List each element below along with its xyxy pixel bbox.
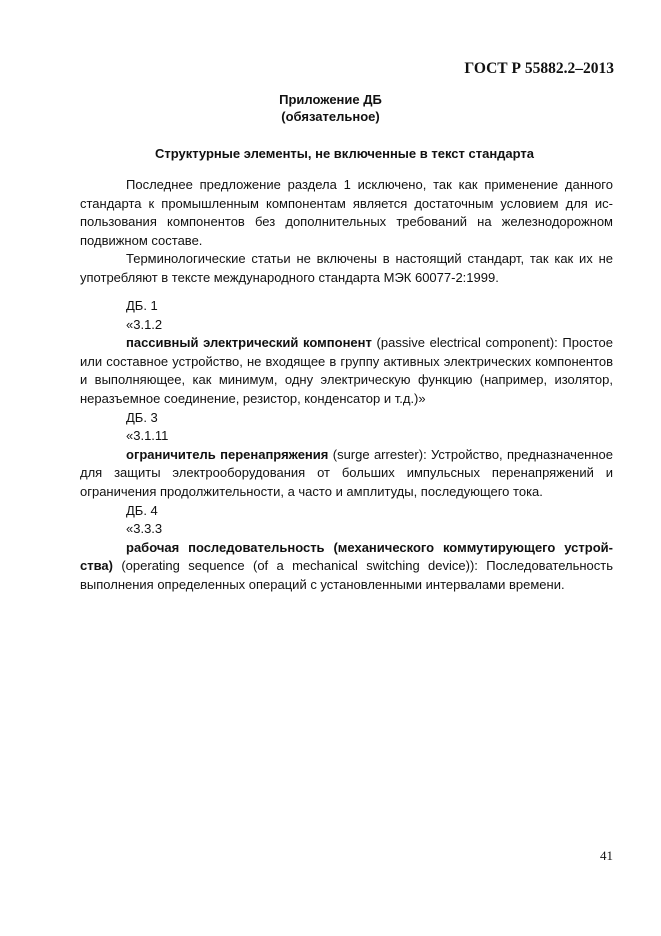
document-code: ГОСТ Р 55882.2–2013 xyxy=(464,60,614,77)
entry-term: пассивный электрический компонент xyxy=(126,335,372,351)
entry-clause: «3.1.11 xyxy=(126,428,169,444)
entry-definition xyxy=(80,334,613,408)
entry-term: ограничитель перенапряжения xyxy=(126,446,329,462)
intro-paragraph: Терминологические статьи не включены в настоящий стандарт, так как их не употребляют в тексте международного стандарта МЭК 60077-2:1999. xyxy=(80,251,613,285)
entry-label: ДБ. 1 xyxy=(126,298,158,313)
entry-label: ДБ. 4 xyxy=(126,502,158,518)
entries-block xyxy=(80,297,613,595)
entry-term: рабочая последовательность (механического коммутирующего устройства) xyxy=(80,539,613,574)
page-number: 41 xyxy=(600,848,613,863)
entry-definition xyxy=(80,446,613,502)
entry-clause: «3.3.3 xyxy=(126,521,163,537)
entry-definition xyxy=(80,539,613,595)
section-title: Структурные элементы, не включенные в текст стандарта xyxy=(154,146,535,161)
appendix-title: Приложение ДБ xyxy=(279,92,382,107)
entry-clause: «3.1.2 xyxy=(126,316,163,332)
intro-paragraph: Последнее предложение раздела 1 исключено, так как применение данного стандарта к промышленным компонентам является достаточным условием для использования компонентов без дополнительных требований на железнодорожном подвижном составе. xyxy=(80,177,613,248)
appendix-heading xyxy=(0,91,661,125)
entry-label: ДБ. 3 xyxy=(126,409,158,425)
intro-block xyxy=(80,176,613,288)
entry-text: (surge arrester): Устройство, предназначенное для защиты электрооборудования от больших импульсных перенапряжений и ограничения продолжительности, а часто и амплитуды, последующего тока. xyxy=(80,446,613,499)
entry-text: (passive electrical component): Простое или составное устройство, не входящее в группу активных электрических компонентов и выполняющее, как минимум, одну электрическую функцию (например, изолятор, неразъемное соединение, резистор, конденсатор и т.д.)» xyxy=(80,335,613,406)
appendix-status: (обязательное) xyxy=(281,109,380,124)
entry-text: (operating sequence (of a mechanical switching device)): Последовательность выполнения определенных операций с установленными интервалами времени. xyxy=(80,558,613,592)
